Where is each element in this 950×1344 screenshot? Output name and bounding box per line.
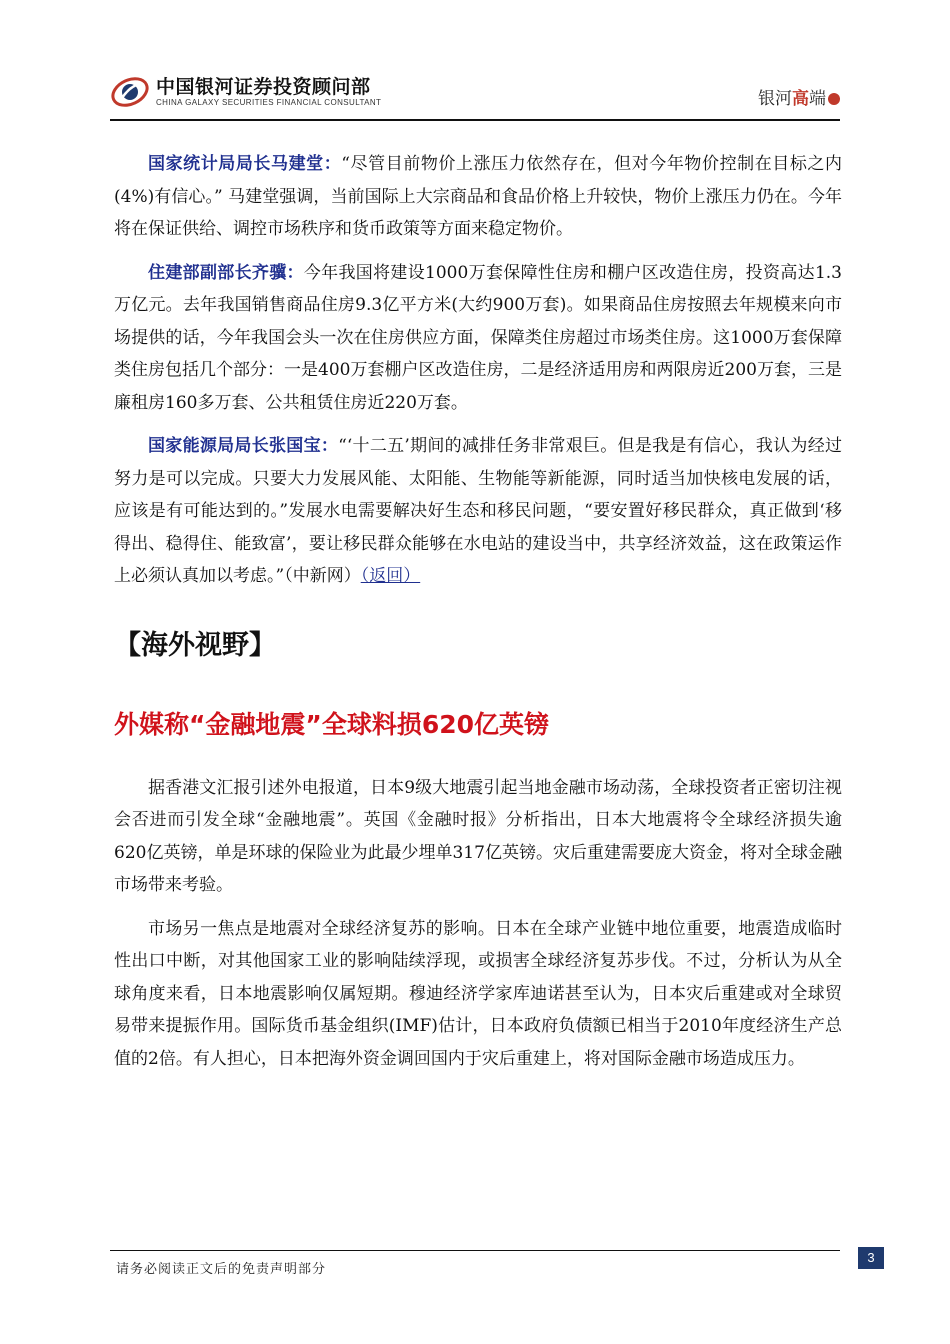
article-paragraph: 市场另一焦点是地震对全球经济复苏的影响。日本在全球产业链中地位重要，地震造成临时性出口中断，对其他国家工业的影响陆续浮现，或损害全球经济复苏步伐。不过，分析认为从全球角度来看，日本地震影响仅属短期。穆迪经济学家库迪诺甚至认为，日本灾后重建或对全球贸易带来提振作用。国际货币基金组织(IMF)估计，日本政府负债额已相当于2010年度经济生产总值的2倍。有人担心，日本把海外资金调回国内于灾后重建上，将对国际金融市场造成压力。 [114,918,842,1069]
page-number: 3 [858,1247,884,1269]
paragraph-ma-jiantang [114,148,842,246]
disclaimer-note: 请务必阅读正文后的免责声明部分 [116,1262,327,1277]
title-spacer [114,745,842,772]
brand-name-cn: 中国银河证券投资顾问部 [156,76,371,98]
speaker-label: 住建部副部长齐骥： [148,262,304,283]
page-header [110,66,840,118]
badge-text-b: 高 [792,89,809,109]
article-paragraph: 据香港文汇报引述外电报道，日本9级大地震引起当地金融市场动荡，全球投资者正密切注视会否进而引发全球“金融地震”。英国《金融时报》分析指出，日本大地震将令全球经济损失逾620亿英镑，单是环球的保险业为此最少埋单317亿英镑。灾后重建需要庞大资金，将对全球金融市场带来考验。 [114,777,842,895]
seal-icon [828,93,840,105]
footer-divider [110,1250,840,1251]
galaxy-logo-icon [110,72,150,112]
speaker-label: 国家能源局局长张国宝： [148,436,339,456]
back-link[interactable]: （返回） [360,566,421,586]
paragraph-text: “尽管目前物价上涨压力依然存在，但对今年物价控制在目标之内(4%)有信心。” 马建堂强调，当前国际上大宗商品和食品价格上升较快，物价上涨压力仍在。今年将在保证供给、调控市场秩序和货币政策等方面来稳定物价。 [114,154,842,239]
section-title: 【海外视野】 [114,629,276,661]
paragraph-text: 今年我国将建设1000万套保障性住房和棚户区改造住房，投资高达1.3万亿元。去年我国销售商品住房9.3亿平方米(大约900万套)。如果商品住房按照去年规模来向市场提供的话，今年我国会头一次在住房供应方面，保障类住房超过市场类住房。这1000万套保障类住房包括几个部分：一是400万套棚户区改造住房，二是经济适用房和两限房近200万套，三是廉租房160多万套、公共租赁住房近220万套。 [114,262,842,413]
brand-badge [758,84,840,109]
paragraph-qi-ji [114,257,842,420]
main-content [114,148,842,1086]
badge-text-c: 端 [809,89,826,109]
speaker-label: 国家统计局局长马建堂： [148,154,342,174]
paragraph-zhang-guobao [114,430,842,593]
article-title: 外媒称“金融地震”全球料损620亿英镑 [114,709,550,739]
badge-text-a: 银河 [758,89,792,109]
paragraph-text: “‘十二五’期间的减排任务非常艰巨。但是我是有信心，我认为经过努力是可以完成。只要大力发展风能、太阳能、生物能等新能源，同时适当加快核电发展的话，应该是有可能达到的。”发展水电需要解决好生态和移民问题，“要安置好移民群众，真正做到‘移得出、稳得住、能致富’，要让移民群众能够在水电站的建设当中，共享经济效益，这在政策运作上必须认真加以考虑。”（中新网） [114,436,843,586]
header-divider [110,119,840,121]
brand-name-en: CHINA GALAXY SECURITIES FINANCIAL CONSULTANT [156,98,382,107]
